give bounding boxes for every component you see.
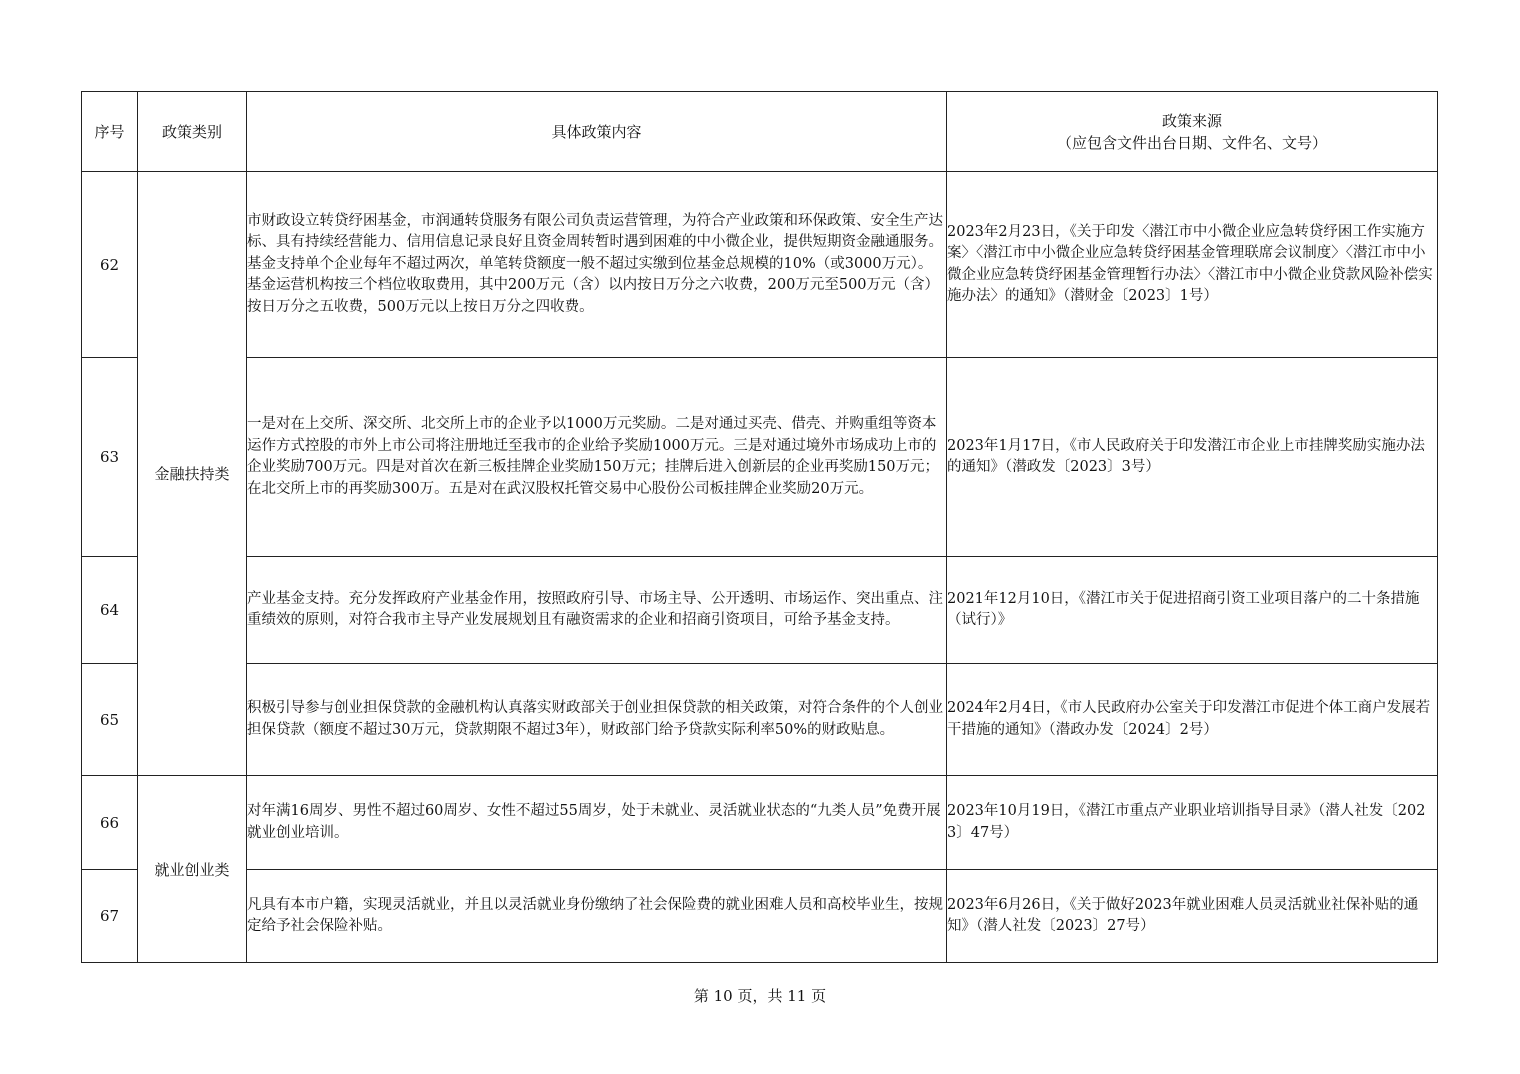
row-source: 2024年2月4日，《市人民政府办公室关于印发潜江市促进个体工商户发展若干措施的通知》（潜政办发〔2024〕2号） bbox=[947, 664, 1438, 776]
row-source: 2023年10月19日，《潜江市重点产业职业培训指导目录》（潜人社发〔2023〕47号） bbox=[947, 776, 1438, 870]
row-seq: 65 bbox=[82, 664, 138, 776]
row-source: 2021年12月10日，《潜江市关于促进招商引资工业项目落户的二十条措施（试行）》 bbox=[947, 557, 1438, 664]
row-seq: 62 bbox=[82, 172, 138, 358]
row-seq: 63 bbox=[82, 358, 138, 557]
row-content: 对年满16周岁、男性不超过60周岁、女性不超过55周岁，处于未就业、灵活就业状态的“九类人员”免费开展就业创业培训。 bbox=[247, 776, 947, 870]
header-row bbox=[82, 92, 1438, 172]
table-row bbox=[82, 172, 1438, 358]
row-seq: 66 bbox=[82, 776, 138, 870]
table-row bbox=[82, 776, 1438, 870]
row-content: 一是对在上交所、深交所、北交所上市的企业予以1000万元奖励。二是对通过买壳、借壳、并购重组等资本运作方式控股的市外上市公司将注册地迁至我市的企业给予奖励1000万元。三是对通过境外市场成功上市的企业奖励700万元。四是对首次在新三板挂牌企业奖励150万元；挂牌后进入创新层的企业再奖励150万元；在北交所上市的再奖励300万。五是对在武汉股权托管交易中心股份公司板挂牌企业奖励20万元。 bbox=[247, 358, 947, 557]
page-footer: 第 10 页，共 11 页 bbox=[693, 987, 827, 1005]
header-seq: 序号 bbox=[82, 92, 138, 172]
row-source: 2023年1月17日，《市人民政府关于印发潜江市企业上市挂牌奖励实施办法的通知》（潜政发〔2023〕3号） bbox=[947, 358, 1438, 557]
header-source bbox=[947, 92, 1438, 172]
table-row bbox=[82, 358, 1438, 557]
header-content: 具体政策内容 bbox=[247, 92, 947, 172]
category-employment: 就业创业类 bbox=[138, 776, 247, 963]
header-category: 政策类别 bbox=[138, 92, 247, 172]
row-content: 产业基金支持。充分发挥政府产业基金作用，按照政府引导、市场主导、公开透明、市场运作、突出重点、注重绩效的原则，对符合我市主导产业发展规划且有融资需求的企业和招商引资项目，可给予基金支持。 bbox=[247, 557, 947, 664]
row-seq: 64 bbox=[82, 557, 138, 664]
header-source-line2: （应包含文件出台日期、文件名、文号） bbox=[1056, 133, 1327, 152]
policy-table bbox=[81, 91, 1438, 963]
row-content: 市财政设立转贷纾困基金，市润通转贷服务有限公司负责运营管理，为符合产业政策和环保政策、安全生产达标、具有持续经营能力、信用信息记录良好且资金周转暂时遇到困难的中小微企业，提供短期资金融通服务。基金支持单个企业每年不超过两次，单笔转贷额度一般不超过实缴到位基金总规模的10%（或3000万元）。基金运营机构按三个档位收取费用，其中200万元（含）以内按日万分之六收费，200万元至500万元（含）按日万分之五收费，500万元以上按日万分之四收费。 bbox=[247, 172, 947, 358]
table-row bbox=[82, 870, 1438, 963]
row-seq: 67 bbox=[82, 870, 138, 963]
header-source-line1: 政策来源 bbox=[1161, 111, 1222, 130]
row-content: 积极引导参与创业担保贷款的金融机构认真落实财政部关于创业担保贷款的相关政策，对符合条件的个人创业担保贷款（额度不超过30万元，贷款期限不超过3年），财政部门给予贷款实际利率50%的财政贴息。 bbox=[247, 664, 947, 776]
row-source: 2023年2月23日，《关于印发〈潜江市中小微企业应急转贷纾困工作实施方案〉〈潜江市中小微企业应急转贷纾困基金管理联席会议制度〉〈潜江市中小微企业应急转贷纾困基金管理暂行办法〉〈潜江市中小微企业贷款风险补偿实施办法〉的通知》（潜财金〔2023〕1号） bbox=[947, 172, 1438, 358]
table-row bbox=[82, 664, 1438, 776]
category-finance: 金融扶持类 bbox=[138, 172, 247, 776]
row-source: 2023年6月26日，《关于做好2023年就业困难人员灵活就业社保补贴的通知》（潜人社发〔2023〕27号） bbox=[947, 870, 1438, 963]
table-row bbox=[82, 557, 1438, 664]
row-content: 凡具有本市户籍，实现灵活就业，并且以灵活就业身份缴纳了社会保险费的就业困难人员和高校毕业生，按规定给予社会保险补贴。 bbox=[247, 870, 947, 963]
